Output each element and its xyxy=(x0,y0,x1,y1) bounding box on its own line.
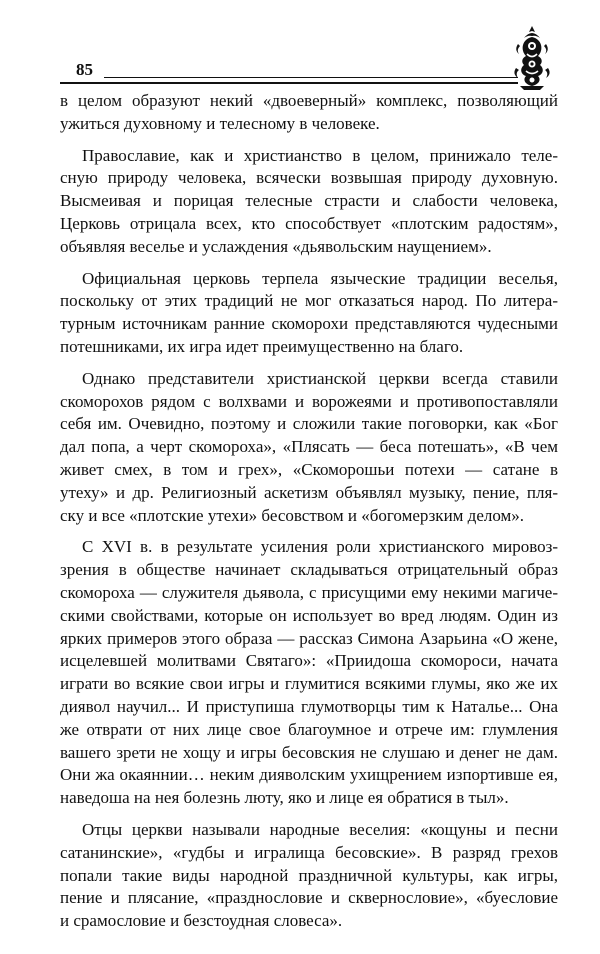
paragraph xyxy=(60,819,558,933)
text-line: играти во всякие свои игры и глумитися всякими глумы, яко же их xyxy=(60,674,558,694)
text-line: зрения в обществе начинает складываться отрицательный образ xyxy=(60,560,558,580)
ornament-icon xyxy=(510,24,554,90)
text-line: потешниками, их игра идет преимущественно на благо. xyxy=(60,336,464,356)
text-line: ужиться духовному и телесному в человеке. xyxy=(60,113,380,133)
text-line: Православие, как и христианство в целом, принижало теле- xyxy=(82,145,558,165)
paragraph xyxy=(60,368,558,528)
text-line: живет смех, в том и грех», «Скоморошьи потехи — сатане в xyxy=(60,459,558,479)
text-line: себя им. Очевидно, поэтому и сложили такие поговорки, как «Бог xyxy=(60,414,558,434)
text-line: Отцы церкви называли народные веселия: «кощуны и песни xyxy=(82,819,558,839)
text-line: Однако представители христианской церкви всегда ставили xyxy=(82,368,558,388)
paragraph xyxy=(60,268,558,359)
paragraph xyxy=(60,536,558,810)
text-line: сатанинские», «гудбы и игралища бесовские». В разряд грехов xyxy=(60,842,558,862)
text-line: дал попа, а черт скомороха», «Плясать — беса потешать», «В чем xyxy=(60,437,558,457)
text-line: вашего зрети не хощу и игры бесовския не слушаю и денег не дам. xyxy=(60,742,558,762)
text-line: пение и плясание, «празднословие и сквернословие», «буесловие xyxy=(60,888,558,908)
text-line: Высмеивая и порицая телесные страсти и слабости человека, xyxy=(60,191,558,211)
text-line: сную природу человека, всячески возвышая природу духовную. xyxy=(60,168,558,188)
text-line: Церковь отрицала всех, кто способствует «плотским радостям», xyxy=(60,213,558,233)
page-number: 85 xyxy=(76,60,93,79)
text-line: скоморохов рядом с волхвами и ворожеями и противопоставляли xyxy=(60,391,558,411)
header-rule-thin xyxy=(104,77,518,78)
paragraph xyxy=(60,90,558,136)
text-line: С XVI в. в результате усиления роли христианского мировоз- xyxy=(82,537,558,557)
text-line: объявляя веселье и услаждения «дьявольским наущением». xyxy=(60,236,492,256)
page-header xyxy=(60,24,550,90)
text-line: в целом образуют некий «двоеверный» комплекс, позволяющий xyxy=(60,91,558,110)
text-line: исцелевшей молитвами Святаго»: «Приидоша скомороси, начата xyxy=(60,651,558,671)
text-line: утеху» и др. Религиозный аскетизм объявлял музыку, пение, пля- xyxy=(60,482,558,502)
text-line: диявол научил... И приступиша глумотворцы тим к Наталье... Она xyxy=(60,696,558,716)
text-line: поскольку от этих традиций не мог отказаться народ. По литера- xyxy=(60,291,558,311)
text-line: скими свойствами, которые он использует во вред людям. Один из xyxy=(60,605,558,625)
text-line: Официальная церковь терпела языческие традиции веселья, xyxy=(82,268,558,288)
text-line: ску и все «плотские утехи» бесовством и «богомерзким делом». xyxy=(60,505,525,525)
text-line: и срамословие и безстоудная словеса». xyxy=(60,911,343,931)
text-line: Они жа окаяннии… неким дияволским ухищрением изпортивше ея, xyxy=(60,765,558,785)
header-rule-thick xyxy=(60,82,518,84)
text-line: же отврати от них лице свое благоумное и отрече им: глумления xyxy=(60,719,558,739)
text-line: ярких примеров этого образа — рассказ Симона Азарьина «О жене, xyxy=(60,628,558,648)
text-line: турным источникам ранние скоморохи представляются чудесными xyxy=(60,314,558,334)
paragraph xyxy=(60,145,558,259)
text-line: скомороха — служителя дьявола, с присущими ему некими магиче- xyxy=(60,582,558,602)
text-line: наведоша на нея болезнь люту, яко и лице ея обратися в тыл». xyxy=(60,788,509,808)
text-line: попали такие виды народной праздничной культуры, как игры, xyxy=(60,865,558,885)
body-text xyxy=(60,90,558,942)
